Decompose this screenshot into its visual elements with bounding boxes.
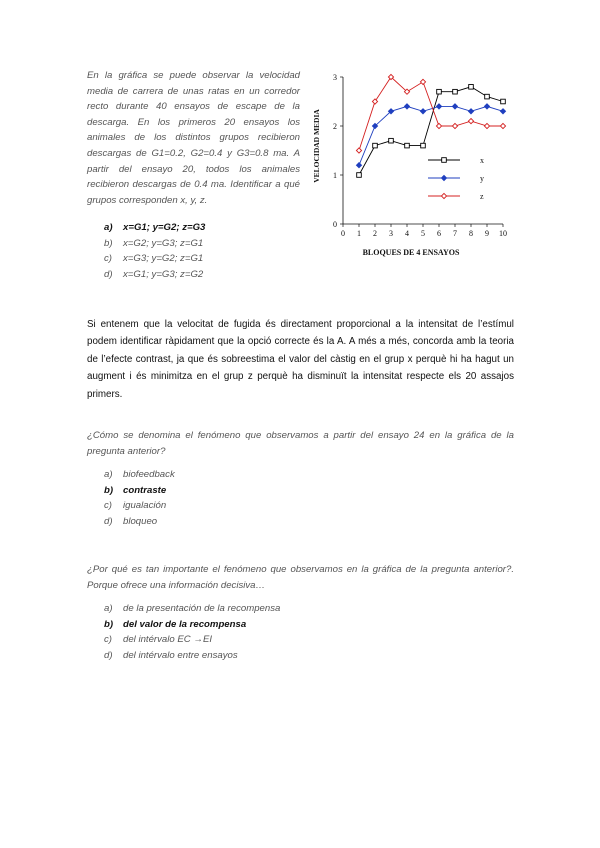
- series-point-z: [372, 99, 377, 104]
- question-1-text: En la gráfica se puede observar la velocidad media de carrera de unas ratas en un corredor recto durante 40 ensayos de escape de la descarga. En los primeros 20 ensayos los animales de los distintos grupos recibieron descargas de G1=0.2, G2=0.4 y G3=0.8 ma. A partir del ensayo 20, todos los animales recibieron descargas de 0.4 ma. Identificar a qué grupos corresponden x, y, z.: [87, 70, 300, 206]
- series-point-z: [468, 119, 473, 124]
- y-tick-label: 3: [333, 73, 337, 82]
- option-text: x=G3; y=G2; z=G1: [123, 253, 204, 265]
- question-2-text: ¿Cómo se denomina el fenómeno que observamos a partir del ensayo 24 en la gráfica de la pregunta anterior?: [87, 430, 514, 457]
- series-point-x: [405, 143, 410, 148]
- x-tick-label: 10: [499, 229, 507, 238]
- series-point-z: [356, 148, 361, 153]
- x-tick-label: 9: [485, 229, 489, 238]
- question3-option-a: [104, 601, 280, 617]
- series-point-x: [437, 89, 442, 94]
- series-point-z: [484, 123, 489, 128]
- option-letter: b): [104, 618, 114, 630]
- option-text: del intérvalo entre ensayos: [123, 650, 238, 662]
- series-point-z: [436, 123, 441, 128]
- legend-marker-x: [442, 158, 447, 163]
- option-letter: a): [104, 603, 113, 614]
- option-letter: d): [104, 650, 113, 662]
- x-tick-label: 6: [437, 229, 441, 238]
- question2-option-a: [104, 467, 175, 483]
- y-tick-label: 2: [333, 122, 337, 131]
- series-point-z: [452, 123, 457, 128]
- option-text: bloqueo: [123, 516, 158, 528]
- x-tick-label: 3: [389, 229, 393, 238]
- option-text: del valor de la recompensa: [123, 618, 247, 630]
- series-point-x: [469, 85, 474, 90]
- question-3-options: [104, 601, 280, 664]
- y-tick-label: 0: [333, 220, 337, 229]
- series-point-y: [356, 162, 362, 168]
- question3-option-d: [104, 648, 280, 664]
- option-letter: a): [104, 222, 113, 233]
- answer-1-paragraph: Si entenem que la velocitat de fugida és directament proporcional a la intensitat de l’estímul podem identificar ràpidament que la opció correcte és la A. A més a més, concorda amb la teoria de l’efecte contrast, ja que és sobreestima el valor del càstig en el grup x perquè hi ha hagut un augment i és minimitza en el grup z perquè ha disminuït la intensitat respecte els 20 assajos primers.: [87, 319, 514, 400]
- chart-legend: [428, 156, 484, 201]
- series-point-x: [389, 138, 394, 143]
- question2-option-b: [104, 483, 175, 499]
- question1-option-d: [104, 267, 205, 283]
- option-letter: d): [104, 269, 113, 281]
- x-tick-label: 0: [341, 229, 345, 238]
- series-point-x: [373, 143, 378, 148]
- x-tick-label: 2: [373, 229, 377, 238]
- x-tick-label: 7: [453, 229, 457, 238]
- option-text: x=G2; y=G3; z=G1: [123, 237, 204, 249]
- option-letter: b): [104, 237, 113, 249]
- series-point-y: [500, 109, 506, 115]
- option-letter: d): [104, 516, 113, 528]
- option-text: contraste: [123, 484, 167, 496]
- series-point-y: [404, 104, 410, 110]
- x-tick-label: 5: [421, 229, 425, 238]
- series-point-y: [420, 109, 426, 115]
- option-letter: c): [104, 500, 112, 512]
- option-text: biofeedback: [123, 469, 175, 480]
- question-2-options: [104, 467, 175, 530]
- series-point-z: [420, 79, 425, 84]
- legend-marker-z: [441, 193, 446, 198]
- question1-option-a: [104, 220, 205, 236]
- question2-option-d: [104, 514, 175, 530]
- option-text: x=G1; y=G2; z=G3: [123, 222, 206, 233]
- option-letter: b): [104, 484, 114, 496]
- velocity-chart: [310, 64, 525, 264]
- series-point-z: [500, 123, 505, 128]
- series-point-y: [468, 109, 474, 115]
- option-letter: a): [104, 469, 113, 480]
- question-3-text: ¿Por qué es tan importante el fenómeno que observamos en la gráfica de la pregunta anterior?. Porque ofrece una información decisiva…: [87, 564, 514, 591]
- series-line-z: [359, 77, 503, 151]
- x-tick-label: 8: [469, 229, 473, 238]
- chart-ylabel: VELOCIDAD MEDIA: [312, 109, 321, 183]
- series-point-x: [357, 173, 362, 178]
- option-text: de la presentación de la recompensa: [123, 603, 281, 614]
- option-letter: c): [104, 253, 112, 265]
- question-1-options: [104, 220, 205, 283]
- option-letter: c): [104, 634, 112, 646]
- question3-option-c: [104, 632, 280, 648]
- x-tick-label: 1: [357, 229, 361, 238]
- question1-option-b: [104, 236, 205, 252]
- series-point-x: [501, 99, 506, 104]
- chart-xlabel: BLOQUES DE 4 ENSAYOS: [362, 248, 460, 257]
- series-point-x: [421, 143, 426, 148]
- question3-option-b: [104, 617, 280, 633]
- question2-option-c: [104, 498, 175, 514]
- x-tick-label: 4: [405, 229, 409, 238]
- series-point-x: [453, 89, 458, 94]
- question1-option-c: [104, 251, 205, 267]
- y-tick-label: 1: [333, 171, 337, 180]
- option-text: igualación: [123, 500, 167, 512]
- legend-marker-y: [441, 175, 447, 181]
- option-text: x=G1; y=G3; z=G2: [123, 269, 204, 281]
- series-point-y: [484, 104, 490, 110]
- series-point-x: [485, 94, 490, 99]
- option-text: del intérvalo EC →EI: [123, 634, 213, 646]
- legend-label-x: x: [480, 156, 484, 165]
- legend-label-y: y: [480, 174, 484, 183]
- series-point-y: [452, 104, 458, 110]
- legend-label-z: z: [480, 192, 484, 201]
- series-point-y: [436, 104, 442, 110]
